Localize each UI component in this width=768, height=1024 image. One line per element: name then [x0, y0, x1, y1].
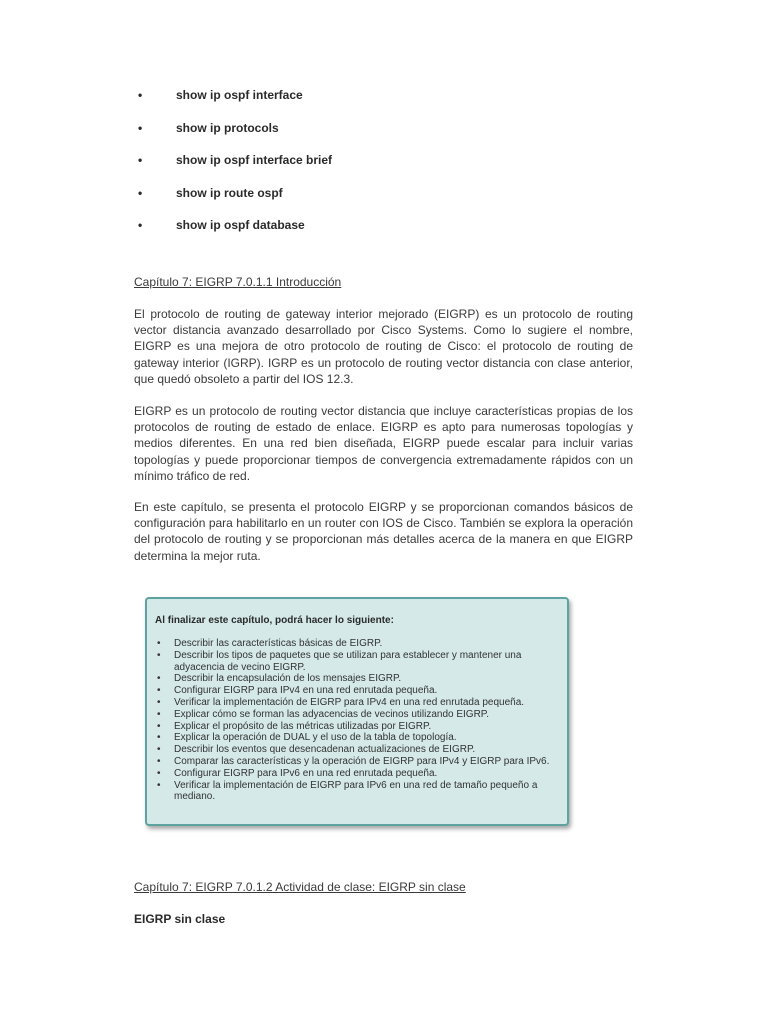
intro-paragraph-1: El protocolo de routing de gateway interior mejorado (EIGRP) es un protocolo de routing vector distancia avanzado desarrollado por Cisco Systems. Como lo sugiere el nombre, EIGRP es una mejora de otro protocolo de routing de Cisco: el protocolo de routing de gateway interior (IGRP). IGRP es un protocolo de routing vector distancia con clase anterior, que quedó obsoleto a partir del IOS 12.3.	[134, 307, 633, 386]
bullet: •	[138, 218, 143, 232]
objective-item: • Verificar la implementación de EIGRP para IPv4 en una red enrutada pequeña.	[155, 697, 559, 709]
objective-item: • Describir las características básicas de EIGRP.	[155, 638, 559, 650]
objective-item: • Describir los tipos de paquetes que se utilizan para establecer y mantener una adyacencia de vecino EIGRP.	[155, 650, 559, 674]
objective-item: • Configurar EIGRP para IPv4 en una red enrutada pequeña.	[155, 685, 559, 697]
objective-item: • Explicar cómo se forman las adyacencias de vecinos utilizando EIGRP.	[155, 709, 559, 721]
objective-item: • Explicar la operación de DUAL y el uso de la tabla de topología.	[155, 732, 559, 744]
objectives-title: Al finalizar este capítulo, podrá hacer lo siguiente:	[155, 615, 394, 626]
command-text: show ip route ospf	[176, 185, 283, 200]
command-text: show ip ospf interface brief	[176, 153, 333, 167]
bullet: •	[138, 153, 143, 167]
objective-item: • Verificar la implementación de EIGRP para IPv6 en una red de tamaño pequeño a mediano.	[155, 780, 559, 804]
objectives-box	[145, 597, 569, 826]
objective-item: • Describir la encapsulación de los mensajes EIGRP.	[155, 673, 559, 685]
objectives-list	[155, 638, 559, 803]
subheading-eigrp-sin-clase: EIGRP sin clase	[134, 912, 226, 926]
section-heading-introduccion[interactable]: Capítulo 7: EIGRP 7.0.1.1 Introducción	[134, 275, 342, 289]
bullet: •	[138, 120, 143, 135]
bullet: •	[138, 88, 143, 102]
intro-paragraph-2: EIGRP es un protocolo de routing vector distancia que incluye características propias de los protocolos de routing de estado de enlace. EIGRP es apto para numerosas topologías y medios diferentes. En una red bien diseñada, EIGRP puede escalar para incluir varias topologías y puede proporcionar tiempos de convergencia extremadamente rápidos con un mínimo tráfico de red.	[134, 404, 633, 483]
objective-item: • Explicar el propósito de las métricas utilizadas por EIGRP.	[155, 721, 559, 733]
bullet: •	[138, 185, 143, 200]
command-text: show ip ospf database	[176, 218, 305, 232]
objective-item: • Configurar EIGRP para IPv6 en una red enrutada pequeña.	[155, 768, 559, 780]
section-heading-actividad[interactable]: Capítulo 7: EIGRP 7.0.1.2 Actividad de clase: EIGRP sin clase	[134, 880, 466, 894]
intro-paragraph-3: En este capítulo, se presenta el protocolo EIGRP y se proporcionan comandos básicos de configuración para habilitarlo en un router con IOS de Cisco. También se explora la operación del protocolo de routing y se proporcionan más detalles acerca de la manera en que EIGRP determina la mejor ruta.	[134, 500, 633, 563]
command-text: show ip protocols	[176, 120, 279, 135]
objective-item: • Describir los eventos que desencadenan actualizaciones de EIGRP.	[155, 744, 559, 756]
command-text: show ip ospf interface	[176, 88, 303, 102]
objective-item: • Comparar las características y la operación de EIGRP para IPv4 y EIGRP para IPv6.	[155, 756, 559, 768]
